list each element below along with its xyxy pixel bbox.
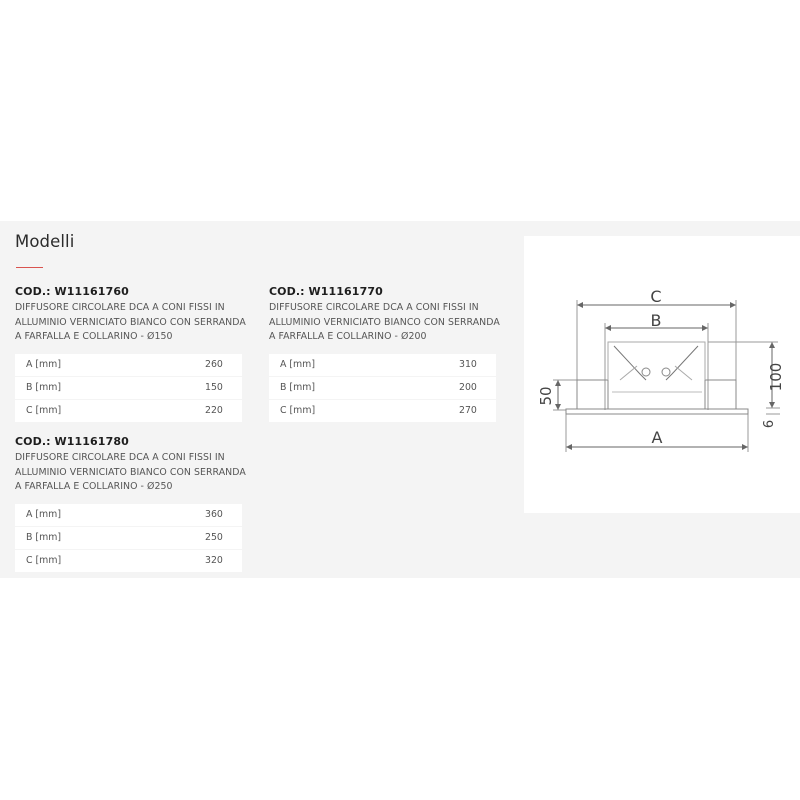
spec-table-1 [15, 354, 242, 423]
spec-row [269, 400, 496, 423]
label-b: B [650, 311, 662, 330]
spec-label: A [mm] [26, 509, 61, 520]
model-card-3 [15, 435, 247, 495]
damper-pivot [642, 368, 650, 376]
label-a: A [651, 428, 663, 447]
spec-label: B [mm] [280, 382, 315, 393]
damper-pivot [662, 368, 670, 376]
label-flange-thickness: 6 [762, 419, 777, 429]
spec-row [15, 527, 242, 550]
spec-label: C [mm] [26, 405, 62, 416]
model-card-1 [15, 285, 247, 345]
model-code: COD.: W11161770 [269, 285, 383, 298]
spec-row [269, 354, 496, 377]
spec-label: A [mm] [26, 359, 61, 370]
spec-label: C [mm] [26, 555, 62, 566]
label-c: C [650, 287, 662, 306]
spec-value: 310 [459, 359, 477, 370]
title-accent-rule [16, 267, 43, 268]
spec-value: 270 [459, 405, 477, 416]
label-height-total: 100 [767, 362, 785, 392]
spec-label: B [mm] [26, 532, 61, 543]
spec-row [15, 550, 242, 573]
spec-label: B [mm] [26, 382, 61, 393]
model-code: COD.: W11161760 [15, 285, 129, 298]
cone-lines [620, 366, 692, 380]
spec-value: 360 [205, 509, 223, 520]
label-height-collar: 50 [537, 386, 555, 406]
model-code: COD.: W11161780 [15, 435, 129, 448]
diffuser-collar-left [577, 380, 608, 409]
spec-value: 250 [205, 532, 223, 543]
spec-row [269, 377, 496, 400]
spec-table-3 [15, 504, 242, 573]
spec-value: 200 [459, 382, 477, 393]
spec-value: 320 [205, 555, 223, 566]
model-description: DIFFUSORE CIRCOLARE DCA A CONI FISSI IN ALLUMINIO VERNICIATO BIANCO CON SERRANDA A FARFALLA E COLLARINO - Ø250 [15, 452, 246, 492]
diffuser-neck [608, 342, 705, 380]
model-card-2 [269, 285, 501, 345]
spec-row [15, 354, 242, 377]
spec-label: A [mm] [280, 359, 315, 370]
diffuser-flange [566, 409, 748, 414]
diffuser-diagram [524, 236, 800, 513]
model-description: DIFFUSORE CIRCOLARE DCA A CONI FISSI IN ALLUMINIO VERNICIATO BIANCO CON SERRANDA A FARFALLA E COLLARINO - Ø200 [269, 302, 500, 342]
technical-drawing [524, 236, 800, 513]
section-title: Modelli [15, 232, 75, 251]
spec-table-2 [269, 354, 496, 423]
model-description: DIFFUSORE CIRCOLARE DCA A CONI FISSI IN ALLUMINIO VERNICIATO BIANCO CON SERRANDA A FARFALLA E COLLARINO - Ø150 [15, 302, 246, 342]
spec-row [15, 504, 242, 527]
spec-label: C [mm] [280, 405, 316, 416]
spec-row [15, 377, 242, 400]
spec-row [15, 400, 242, 423]
spec-value: 220 [205, 405, 223, 416]
diffuser-collar-right [705, 380, 736, 409]
spec-value: 150 [205, 382, 223, 393]
spec-value: 260 [205, 359, 223, 370]
